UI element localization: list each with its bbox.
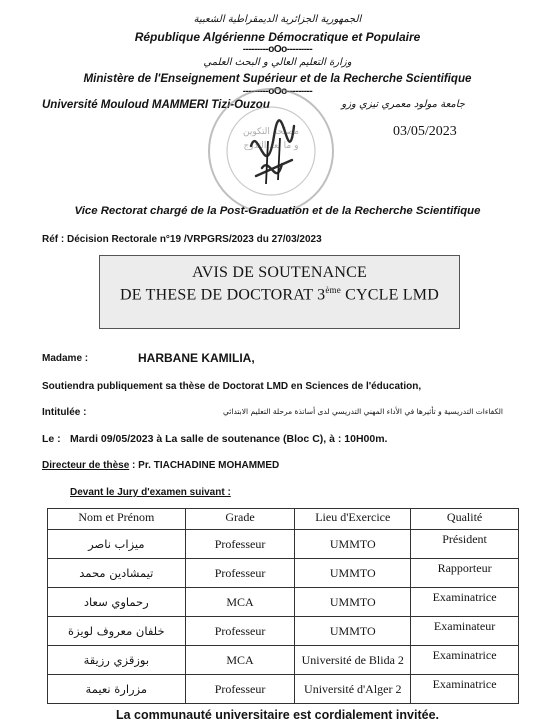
header-fr-ministry: Ministère de l'Enseignement Supérieur et de la Recherche Scientifique <box>83 72 472 85</box>
jury-member-grade: MCA <box>185 646 295 675</box>
jury-member-name: خلفان معروف لويزة <box>48 617 186 646</box>
notice-box <box>99 255 460 329</box>
jury-member-lieu: UMMTO <box>295 617 411 646</box>
table-row <box>48 646 519 675</box>
jury-member-lieu: UMMTO <box>295 559 411 588</box>
jury-member-qualite: Examinateur <box>411 617 519 646</box>
jury-member-name: رحماوي سعاد <box>48 588 186 617</box>
jury-intro: Devant le Jury d'examen suivant : <box>70 487 231 498</box>
jury-member-qualite: Président <box>411 530 519 559</box>
notice-title-line2 <box>100 285 459 304</box>
table-row <box>48 530 519 559</box>
header-separator-2: ---------oOo--------- <box>242 86 313 97</box>
jury-header-name: Nom et Prénom <box>48 509 186 530</box>
jury-header-grade: Grade <box>185 509 295 530</box>
jury-member-grade: Professeur <box>185 530 295 559</box>
header-fr-university: Université Mouloud MAMMERI Tizi-Ouzou <box>42 99 270 111</box>
jury-member-grade: Professeur <box>185 559 295 588</box>
jury-member-lieu: Université de Blida 2 <box>295 646 411 675</box>
notice-line2-sup: ème <box>325 285 341 295</box>
jury-member-lieu: UMMTO <box>295 588 411 617</box>
notice-title-line1: AVIS DE SOUTENANCE <box>192 264 367 281</box>
notice-line2-prefix: DE THESE DE DOCTORAT 3 <box>120 286 326 304</box>
stamp-text-mid: و ما بعد التدرج <box>243 141 299 151</box>
jury-header-row <box>48 509 519 530</box>
header-ar-university: جامعة مولود معمري تيزي وزو <box>341 99 465 110</box>
header-separator-1: ---------oOo--------- <box>242 44 313 55</box>
jury-member-name: مزرارة نعيمة <box>48 675 186 704</box>
jury-table <box>47 508 519 704</box>
schedule-label: Le : <box>42 433 61 445</box>
table-row <box>48 617 519 646</box>
director <box>42 460 279 471</box>
jury-member-grade: Professeur <box>185 617 295 646</box>
jury-member-qualite: Examinatrice <box>411 675 519 704</box>
statement: Soutiendra publiquement sa thèse de Doctorat LMD en Sciences de l'éducation, <box>42 381 422 392</box>
schedule-value: Mardi 09/05/2023 à La salle de soutenance (Bloc C), à : 10H00m. <box>70 433 388 445</box>
jury-header-qualite: Qualité <box>411 509 519 530</box>
notice-line2-suffix: CYCLE LMD <box>340 286 439 304</box>
jury-member-qualite: Examinatrice <box>411 646 519 675</box>
jury-member-qualite: Examinatrice <box>411 588 519 617</box>
jury-header-lieu: Lieu d'Exercice <box>295 509 411 530</box>
director-value: : Pr. TIACHADINE MOHAMMED <box>129 460 280 471</box>
table-row <box>48 675 519 704</box>
title-value: الكفاءات التدريسية و تأثيرها في الأداء المهني التدريسي لدى أساتذة مرحلة التعليم الابتدائي <box>223 407 503 416</box>
candidate-label: Madame : <box>42 353 89 364</box>
jury-member-name: بوزقزي رزيقة <box>48 646 186 675</box>
footer-invitation: La communauté universitaire est cordialement invitée. <box>115 708 440 722</box>
table-row <box>48 559 519 588</box>
jury-member-qualite: Rapporteur <box>411 559 519 588</box>
official-stamp <box>196 76 346 226</box>
jury-member-name: تيمشادين محمد <box>48 559 186 588</box>
vice-rectorat: Vice Rectorat chargé de la Post-Graduation et de la Recherche Scientifique <box>74 205 481 217</box>
header-ar-republic: الجمهورية الجزائرية الديمقراطية الشعبية <box>193 14 362 25</box>
jury-member-grade: Professeur <box>185 675 295 704</box>
jury-member-grade: MCA <box>185 588 295 617</box>
jury-member-name: ميزاب ناصر <box>48 530 186 559</box>
table-row <box>48 588 519 617</box>
document-date: 03/05/2023 <box>393 124 457 139</box>
title-label: Intitulée : <box>42 407 87 418</box>
reference: Réf : Décision Rectorale n°19 /VRPGRS/2023 du 27/03/2023 <box>42 234 322 245</box>
stamp-text-top: مصلحة التكوين <box>242 127 300 137</box>
jury-member-lieu: Université d'Alger 2 <box>295 675 411 704</box>
header-ar-ministry: وزارة التعليم العالي و البحث العلمي <box>203 57 352 68</box>
header-fr-republic: République Algérienne Démocratique et Populaire <box>134 30 421 44</box>
director-label: Directeur de thèse <box>42 460 130 471</box>
candidate-name: HARBANE KAMILIA, <box>138 351 255 365</box>
jury-member-lieu: UMMTO <box>295 530 411 559</box>
